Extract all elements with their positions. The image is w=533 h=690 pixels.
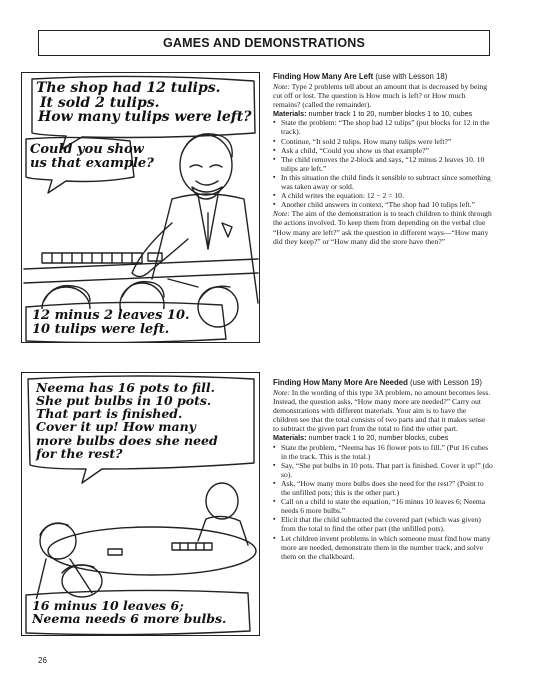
section-title — [273, 72, 493, 82]
lesson-ref: (use with Lesson 19) — [410, 378, 482, 387]
list-item: ▪ Ask, “How many more bulbs does she need for the rest?” (Point to the unfilled pots; this is the other part.) — [273, 479, 493, 497]
caption-bubble — [32, 309, 190, 336]
lesson-ref: (use with Lesson 18) — [375, 72, 448, 81]
list-item: ▪ State the problem, “Neema has 16 flower pots to fill.” (Put 16 cubes in the track. This is the total.) — [273, 443, 493, 461]
speech-line: The shop had 12 tulips. — [36, 80, 221, 96]
speech-line: for the rest? — [36, 445, 123, 461]
list-item: ▪ Let children invent problems in which someone must find how many more are needed, demonstrate them in the number track, and solve them on the chalkboard. — [273, 534, 493, 561]
list-item: ▪ Continue, “It sold 2 tulips. How many tulips were left?” — [273, 137, 493, 146]
section-header — [38, 30, 490, 56]
speech-line: How many tulips were left? — [38, 109, 252, 126]
materials — [273, 109, 493, 118]
speech-bubble-neema — [36, 381, 218, 460]
note — [273, 209, 493, 245]
speech-line: That part is finished. — [36, 406, 183, 422]
note-text: Type 2 problems tell about an amount that is decreased by being cut off or lost. The question is How much is left? or How much remains? (called the remainder). — [273, 82, 488, 110]
cartoon-bulbs — [21, 372, 260, 636]
caption-line: 16 minus 10 leaves 6; — [32, 598, 184, 613]
speech-line: It sold 2 tulips. — [40, 94, 160, 111]
list-item: ▪ In this situation the child finds it sensible to subtract since something was taken away or sold. — [273, 173, 493, 191]
speech-line: Could you show — [30, 142, 144, 157]
cartoon-tulips — [21, 72, 260, 343]
page-title: GAMES AND DEMONSTRATIONS — [162, 36, 366, 50]
list-item: ▪ Call on a child to state the equation, “16 minus 10 leaves 6; Neema needs 6 more bulbs.” — [273, 497, 493, 515]
speech-bubble-shop — [36, 81, 251, 125]
caption-line: 10 tulips were left. — [32, 321, 170, 337]
materials-text: number track 1 to 20, number blocks 1 to 10, cubes — [308, 109, 473, 119]
speech-line: She put bulbs in 10 pots. — [36, 393, 212, 409]
note — [273, 82, 493, 109]
materials-text: number track 1 to 20, number blocks, cubes — [308, 433, 449, 443]
caption-bubble — [32, 599, 226, 625]
list-item: ▪ State the problem: “The shop had 12 tulips” (put blocks for 12 in the track). — [273, 118, 493, 136]
materials-label: Materials: — [273, 109, 307, 119]
note-label: Note: — [273, 388, 290, 397]
section-title-text: Finding How Many More Are Needed — [273, 378, 408, 387]
speech-line: Cover it up! How many — [36, 419, 196, 435]
speech-line: us that example? — [30, 155, 154, 171]
list-item: ▪ Elicit that the child subtracted the covered part (which was given) from the total to find the other part (the unfilled pots). — [273, 515, 493, 533]
steps-list — [273, 118, 493, 209]
speech-line: Neema has 16 pots to fill. — [36, 380, 215, 395]
note — [273, 388, 493, 433]
section-how-many-left — [273, 72, 493, 246]
list-item: ▪ A child writes the equation: 12 − 2 = 10. — [273, 191, 493, 200]
speech-bubble-child — [30, 143, 154, 170]
caption-line: 12 minus 2 leaves 10. — [32, 308, 190, 323]
list-item: ▪ Say, “She put bulbs in 10 pots. That part is finished. Cover it up!” (do so). — [273, 461, 493, 479]
section-how-many-more — [273, 378, 493, 561]
caption-line: Neema needs 6 more bulbs. — [32, 611, 227, 627]
list-item: ▪ Ask a child, “Could you show us that example?” — [273, 146, 493, 155]
note-text: The aim of the demonstration is to teach children to think through the actions involved. To keep them from depending on the verbal clue “How many are left?” ask the question in different ways—“How many did they keep?” or “How many did the store have then?” — [273, 209, 492, 246]
materials-label: Materials: — [273, 433, 307, 443]
section-title — [273, 378, 493, 388]
note-text: In the wording of this type 3A problem, no amount becomes less. Instead, the question asks, “How many more are needed?” Carry out demonstrations with different materials. Your aim is to have the children see that the total consists of two parts and that it makes sense to subtract the given part from the total to find the other part. — [273, 388, 491, 434]
speech-line: more bulbs does she need — [36, 432, 218, 448]
page-number: 26 — [38, 656, 47, 665]
steps-list — [273, 443, 493, 561]
section-title-text: Finding How Many Are Left — [273, 72, 374, 81]
note-label: Note: — [273, 82, 290, 91]
note-label: Note: — [273, 209, 290, 219]
list-item: ▪ The child removes the 2-block and says, “12 minus 2 leaves 10. 10 tulips are left.” — [273, 155, 493, 173]
list-item: ▪ Another child answers in context, “The shop had 10 tulips left.” — [273, 200, 493, 209]
materials — [273, 433, 493, 442]
